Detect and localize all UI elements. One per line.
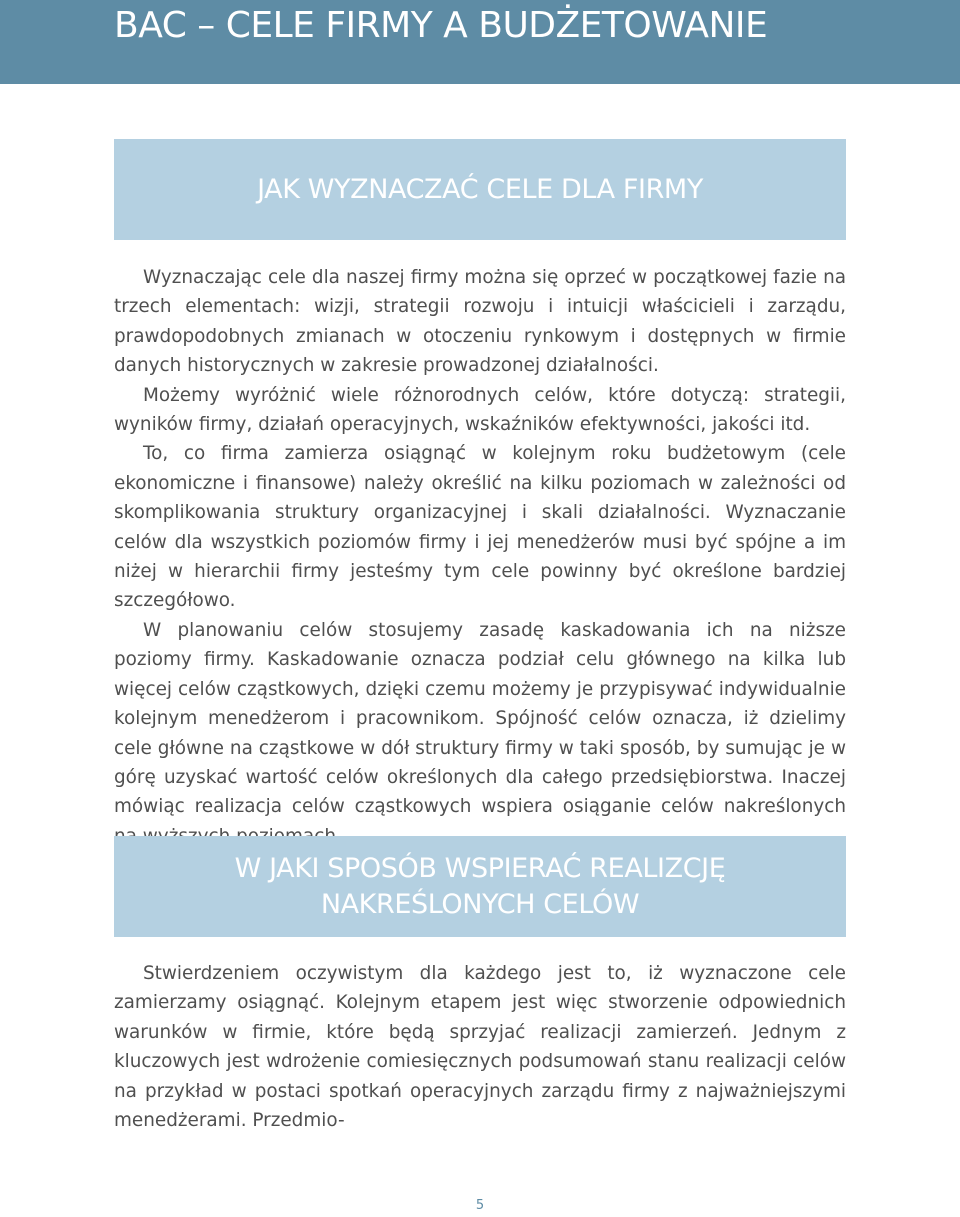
paragraph: Wyznaczając cele dla naszej firmy można się oprzeć w początkowej fazie na trzech elementach: wizji, strategii rozwoju i intuicji właścicieli i zarządu, prawdopodobnych zmianach w otoczeniu rynkowym i dostępnych w firmie danych historycznych w zakresie prowadzonej działalności. xyxy=(114,267,846,377)
section-body xyxy=(114,959,846,1135)
paragraph: To, co firma zamierza osiągnąć w kolejnym roku budżetowym (cele ekonomiczne i finansowe) należy określić na kilku poziomach w zależności od skomplikowania struktury organizacyjnej i skali działalności. Wyznaczanie celów dla wszystkich poziomów firmy i jej menedżerów musi być spójne a im niżej w hierarchii firmy jesteśmy tym cele powinny być określone bardziej szczegółowo. xyxy=(114,443,846,612)
section-heading-box xyxy=(114,139,846,240)
header-bar xyxy=(0,0,960,84)
paragraph: W planowaniu celów stosujemy zasadę kaskadowania ich na niższe poziomy firmy. Kaskadowanie oznacza podział celu głównego na kilka lub więcej celów cząstkowych, dzięki czemu możemy je przypisywać indywidualnie kolejnym menedżerom i pracownikom. Spójność celów oznacza, iż dzielimy cele główne na cząstkowe w dół struktury firmy w taki sposób, by sumując je w górę uzyskać wartość celów określonych dla całego przedsiębiorstwa. Inaczej mówiąc realizacja celów cząstkowych wspiera osiąganie celów nakreślonych xyxy=(114,619,846,818)
section-heading-line-2: NAKREŚLONYCH CELÓW xyxy=(320,888,640,920)
page-title: BAC – CELE FIRMY A BUDŻETOWANIE xyxy=(114,5,768,46)
section-heading: JAK WYZNACZAĆ CELE DLA FIRMY xyxy=(257,173,703,205)
section-body xyxy=(114,263,846,851)
page-number: 5 xyxy=(475,1198,485,1213)
paragraph: Możemy wyróżnić wiele różnorodnych celów, które dotyczą: strategii, wyników firmy, działań operacyjnych, wskaźników efektywności, jakości itd. xyxy=(114,384,846,436)
paragraph: Stwierdzeniem oczywistym dla każdego jest to, iż wyznaczone cele zamierzamy osiągnąć. Kolejnym etapem jest więc stworzenie odpowiednich warunków w firmie, które będą sprzyjać realizacji zamierzeń. Jednym z kluczowych jest wdrożenie comiesięcznych podsumowań stanu realizacji celów na przykład w postaci spotkań operacyjnych zarządu firmy z najważniejszymi menedżerami. Przedmio- xyxy=(114,963,846,1132)
section-heading-line-1: W JAKI SPOSÓB WSPIERAĆ REALIZCJĘ xyxy=(234,852,726,884)
section-heading-box xyxy=(114,836,846,937)
